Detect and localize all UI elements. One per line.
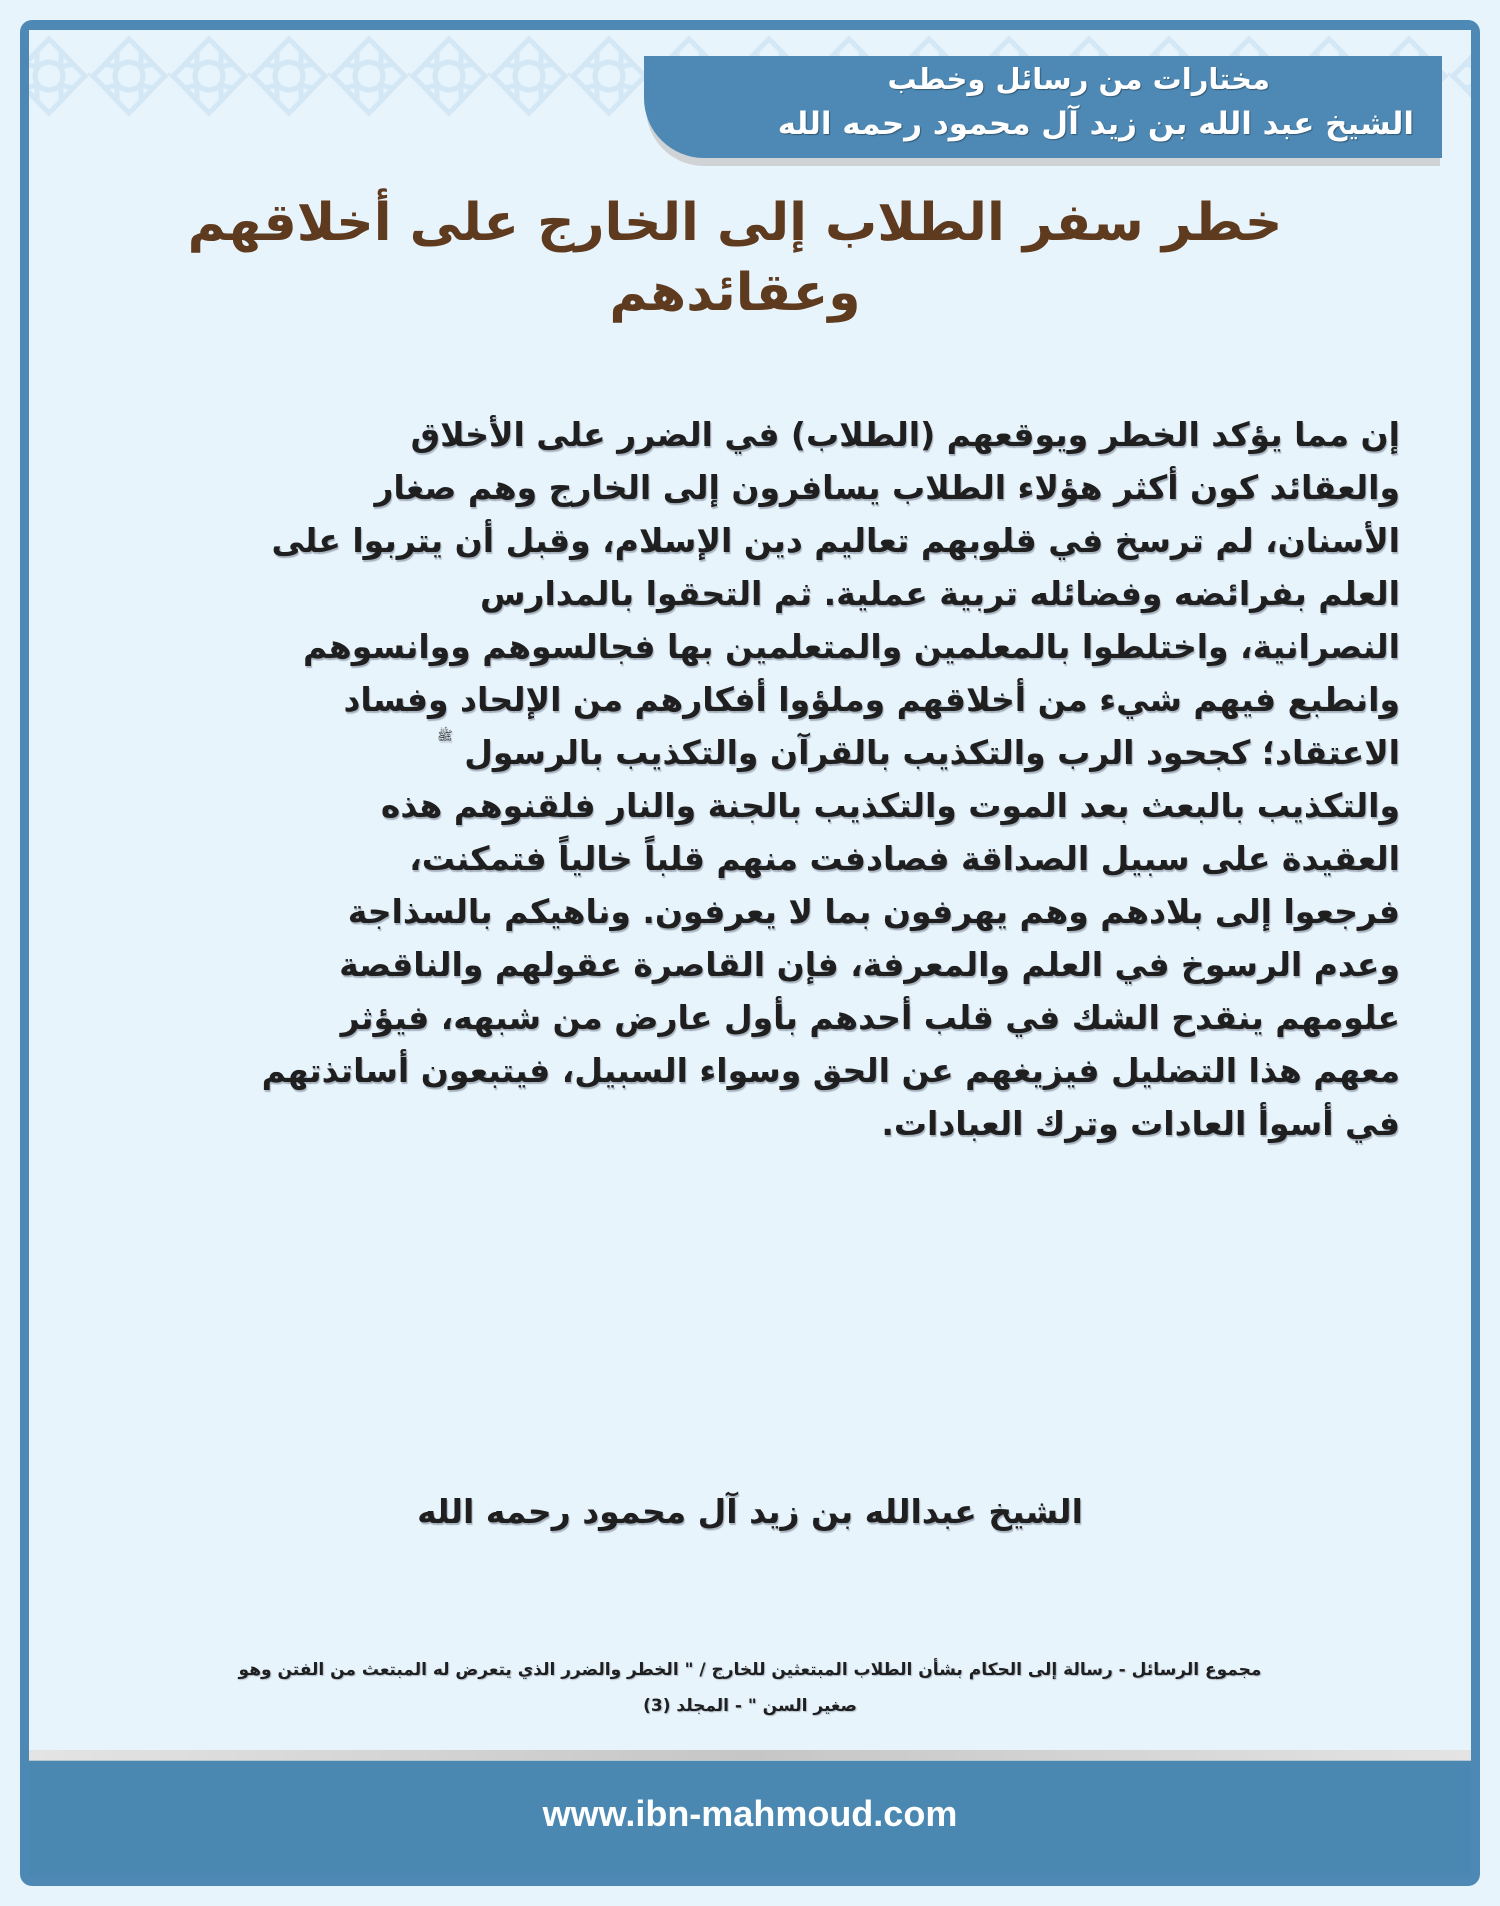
body-line: والتكذيب بالبعث بعد الموت والتكذيب بالجنة والنار فلقنوهم هذه xyxy=(380,786,1400,825)
body-line: فرجعوا إلى بلادهم وهم يهرفون بما لا يعرفون. وناهيكم بالسذاجة xyxy=(347,892,1400,931)
body-line-with-salawat xyxy=(95,726,1400,779)
salawat-symbol: ﷺ xyxy=(436,729,453,744)
website-link[interactable]: www.ibn-mahmoud.com xyxy=(542,1793,958,1834)
footer-bar xyxy=(29,1761,1471,1876)
body-line: الاعتقاد؛ كجحود الرب والتكذيب بالقرآن والتكذيب بالرسول xyxy=(464,733,1400,772)
body-line: وعدم الرسوخ في العلم والمعرفة، فإن القاصرة عقولهم والناقصة xyxy=(339,945,1400,984)
body-line: العلم بفرائضه وفضائله تربية عملية. ثم التحقوا بالمدارس xyxy=(479,574,1400,613)
source-line: صغير السن " - المجلد (3) xyxy=(643,1696,857,1716)
source-line: مجموع الرسائل - رسالة إلى الحكام بشأن الطلاب المبتعثين للخارج / " الخطر والضرر الذي يتعرض له المبتعث من الفتن وهو xyxy=(238,1660,1262,1680)
banner-author: الشيخ عبد الله بن زيد آل محمود رحمه الله xyxy=(777,106,1414,142)
body-line: إن مما يؤكد الخطر ويوقعهم (الطلاب) في الضرر على الأخلاق xyxy=(410,415,1400,454)
body-line: علومهم ينقدح الشك في قلب أحدهم بأول عارض من شبهه، فيؤثر xyxy=(340,998,1400,1037)
article-body xyxy=(95,408,1400,1150)
body-line: الأسنان، لم ترسخ في قلوبهم تعاليم دين الإسلام، وقبل أن يتربوا على xyxy=(271,521,1400,560)
body-line: والعقائد كون أكثر هؤلاء الطلاب يسافرون إلى الخارج وهم صغار xyxy=(374,468,1400,507)
header-banner xyxy=(644,56,1442,158)
body-line: في أسوأ العادات وترك العبادات. xyxy=(881,1104,1400,1143)
body-line: معهم هذا التضليل فيزيغهم عن الحق وسواء السبيل، فيتبعون أساتذتهم xyxy=(261,1051,1400,1090)
body-line: وانطبع فيهم شيء من أخلاقهم وملؤوا أفكارهم من الإلحاد وفساد xyxy=(343,680,1400,719)
author-signature: الشيخ عبدالله بن زيد آل محمود رحمه الله xyxy=(417,1492,1083,1531)
footer-divider xyxy=(29,1750,1471,1761)
body-line: العقيدة على سبيل الصداقة فصادفت منهم قلباً خالياً فتمكنت، xyxy=(409,839,1400,878)
source-citation xyxy=(100,1652,1400,1724)
banner-subtitle: مختارات من رسائل وخطب xyxy=(887,62,1270,96)
article-title: خطر سفر الطلاب إلى الخارج على أخلاقهم وعقائدهم xyxy=(187,193,1283,323)
body-line: النصرانية، واختلطوا بالمعلمين والمتعلمين بها فجالسوهم ووانسوهم xyxy=(303,627,1400,666)
